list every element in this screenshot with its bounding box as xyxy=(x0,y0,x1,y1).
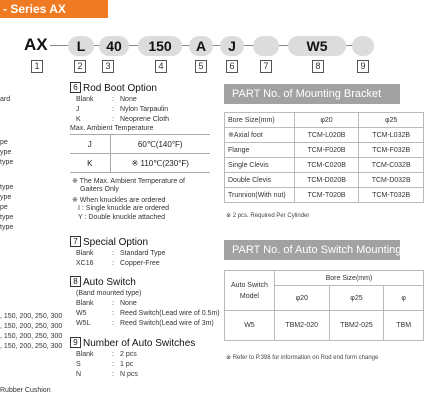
special-option-title: Special Option xyxy=(83,237,149,248)
bore-size-cell: φ xyxy=(384,286,424,311)
left-column-text: pe xyxy=(0,139,8,146)
position-number: 2 xyxy=(74,60,86,73)
code-position-numbers xyxy=(0,60,400,74)
option-desc: Copper-Free xyxy=(120,260,160,267)
code-part-special xyxy=(253,36,279,56)
code-dash xyxy=(50,45,70,46)
table-cell: TCM-C032B xyxy=(359,158,424,173)
part-cell: TBM2-020 xyxy=(274,311,329,341)
option-desc: Reed Switch(Lead wire of 0.5m) xyxy=(120,310,220,317)
rod-boot-note: I : Single knuckle are ordered xyxy=(78,205,170,212)
rod-boot-note: Y : Double knuckle attached xyxy=(78,214,166,221)
section-number-badge: 8 xyxy=(70,276,81,287)
table-row xyxy=(225,143,424,158)
table-cell: Flange xyxy=(225,143,295,158)
model-header-line: Auto Switch xyxy=(230,281,268,289)
code-part-rod-boot: J xyxy=(220,36,244,56)
left-column-text: , 150, 200, 250, 300 xyxy=(0,333,63,340)
option-code: Blank xyxy=(76,96,94,103)
special-option: XC16 : Copper-Free xyxy=(76,260,160,267)
temp-value: 60℃(140°F) xyxy=(110,135,210,154)
position-number: 9 xyxy=(357,60,369,73)
auto-switch-title: Auto Switch xyxy=(83,277,136,288)
max-temp-label: Max. Ambient Temperature xyxy=(70,125,154,132)
special-option-heading xyxy=(70,236,148,248)
table-cell: ※Axial foot xyxy=(225,128,295,143)
model-header-cell xyxy=(225,271,275,311)
switch-count-option: Blank : 2 pcs xyxy=(76,351,137,358)
model-cell: W5 xyxy=(225,311,275,341)
table-header-cell: φ25 xyxy=(359,113,424,128)
left-column-text: ype xyxy=(0,149,12,156)
left-column-text: type xyxy=(0,214,14,221)
switch-count-option: N : N pcs xyxy=(76,371,138,378)
table-cell: TCM-L020B xyxy=(294,128,359,143)
position-number: 1 xyxy=(31,60,43,73)
temperature-table xyxy=(70,134,210,173)
option-desc: 1 pc xyxy=(120,361,134,368)
bore-size-cell: φ20 xyxy=(274,286,329,311)
option-desc: N pcs xyxy=(120,371,138,378)
table-cell: TCM-F020B xyxy=(294,143,359,158)
table-cell: TCM-F032B xyxy=(359,143,424,158)
table-header-row xyxy=(225,271,424,286)
table-cell: TCM-T020B xyxy=(294,188,359,203)
rod-boot-option: J : Nylon Tarpaulin xyxy=(76,106,169,113)
table-row xyxy=(70,154,210,173)
table-row xyxy=(225,173,424,188)
code-part-switch-count xyxy=(352,36,374,56)
table-cell: TCM-D020B xyxy=(294,173,359,188)
option-code: W5 xyxy=(76,310,87,317)
table-row xyxy=(225,128,424,143)
option-code: S xyxy=(76,361,81,368)
model-code-row xyxy=(0,34,400,58)
table-header-row xyxy=(225,113,424,128)
code-part-bore: 40 xyxy=(99,36,129,56)
rod-boot-heading xyxy=(70,82,157,94)
position-number: 5 xyxy=(195,60,207,73)
option-code: K xyxy=(76,116,81,123)
table-header-cell: φ20 xyxy=(294,113,359,128)
position-number: 3 xyxy=(102,60,114,73)
switch-band-table xyxy=(224,270,424,341)
left-column-text: type xyxy=(0,159,14,166)
code-part-rod-end: A xyxy=(189,36,213,56)
switch-band-heading xyxy=(224,240,430,260)
rod-boot-option: Blank : None xyxy=(76,96,137,103)
table-cell: TCM-C020B xyxy=(294,158,359,173)
option-desc: 2 pcs xyxy=(120,351,137,358)
special-option: Blank : Standard Type xyxy=(76,250,166,257)
model-prefix: AX xyxy=(24,35,48,54)
auto-switch-option: W5L : Reed Switch(Lead wire of 3m) xyxy=(76,320,214,327)
position-number: 8 xyxy=(312,60,324,73)
rod-boot-note: Gaiters Only xyxy=(80,186,119,193)
bore-size-cell: φ25 xyxy=(329,286,384,311)
option-desc: None xyxy=(120,96,137,103)
left-column-text: ard xyxy=(0,96,11,103)
option-code: N xyxy=(76,371,82,378)
table-cell: TCM-D032B xyxy=(359,173,424,188)
section-number-badge: 6 xyxy=(70,82,81,93)
option-code: XC16 xyxy=(76,260,94,267)
auto-switch-heading xyxy=(70,276,136,288)
switch-count-option: S : 1 pc xyxy=(76,361,134,368)
bracket-note: ※ 2 pcs. Required Per Cylinder xyxy=(226,213,310,219)
rod-boot-option: K : Neoprene Cloth xyxy=(76,116,170,123)
code-part-rod-form: L xyxy=(68,36,94,56)
option-code: J xyxy=(76,106,80,113)
rod-boot-note: ※ When knuckles are ordered xyxy=(72,197,166,204)
temp-key: J xyxy=(70,135,110,154)
left-column-text: type xyxy=(0,184,14,191)
series-header xyxy=(0,0,108,18)
table-cell: Trunnion(With nut) xyxy=(225,188,295,203)
left-column-text: , 150, 200, 250, 300 xyxy=(0,323,63,330)
table-cell: Double Clevis xyxy=(225,173,295,188)
mounting-bracket-table xyxy=(224,112,424,203)
option-code: Blank xyxy=(76,250,94,257)
position-number: 4 xyxy=(155,60,167,73)
left-column-text: , 150, 200, 250, 300 xyxy=(0,343,63,350)
option-desc: Nylon Tarpaulin xyxy=(120,106,169,113)
code-part-stroke: 150 xyxy=(138,36,182,56)
switch-band-title: PART No. of Auto Switch Mounting Band xyxy=(232,244,430,256)
mounting-bracket-title: PART No. of Mounting Bracket xyxy=(232,88,382,100)
section-number-badge: 7 xyxy=(70,236,81,247)
auto-switch-subtitle: (Band mounted type) xyxy=(76,290,142,297)
table-cell: Single Clevis xyxy=(225,158,295,173)
model-header-line: Model xyxy=(239,292,259,300)
part-cell: TBM xyxy=(384,311,424,341)
left-column-text: ype xyxy=(0,194,12,201)
position-number: 6 xyxy=(226,60,238,73)
left-column-text: , 150, 200, 250, 300 xyxy=(0,313,63,320)
part-cell: TBM2-025 xyxy=(329,311,384,341)
auto-switch-option: Blank : None xyxy=(76,300,137,307)
option-desc: Reed Switch(Lead wire of 3m) xyxy=(120,320,214,327)
option-code: Blank xyxy=(76,300,94,307)
option-desc: None xyxy=(120,300,137,307)
section-number-badge: 9 xyxy=(70,337,81,348)
table-row xyxy=(225,188,424,203)
table-cell: TCM-T032B xyxy=(359,188,424,203)
option-code: W5L xyxy=(76,320,91,327)
rod-boot-note: ※ The Max. Ambient Temperature of xyxy=(72,178,185,185)
option-desc: Neoprene Cloth xyxy=(120,116,170,123)
left-column-text: Rubber Cushion xyxy=(0,387,51,394)
switch-count-title: Number of Auto Switches xyxy=(83,338,196,349)
table-row xyxy=(225,158,424,173)
auto-switch-option: W5 : Reed Switch(Lead wire of 0.5m) xyxy=(76,310,220,317)
mounting-bracket-heading xyxy=(224,84,400,104)
switch-band-note: ※ Refer to P.398 for information on Rod end form change xyxy=(226,355,379,361)
temp-value: ※ 110℃(230°F) xyxy=(110,154,210,173)
left-column-text: type xyxy=(0,224,14,231)
temp-key: K xyxy=(70,154,110,173)
bore-header-cell: Bore Size(mm) xyxy=(274,271,423,286)
table-row xyxy=(225,311,424,341)
switch-count-heading xyxy=(70,337,195,349)
rod-boot-title: Rod Boot Option xyxy=(83,83,157,94)
table-row xyxy=(70,135,210,154)
code-part-auto-switch: W5 xyxy=(288,36,346,56)
left-column-text: pe xyxy=(0,204,8,211)
option-desc: Standard Type xyxy=(120,250,166,257)
position-number: 7 xyxy=(260,60,272,73)
table-header-cell: Bore Size(mm) xyxy=(225,113,295,128)
table-cell: TCM-L032B xyxy=(359,128,424,143)
option-code: Blank xyxy=(76,351,94,358)
series-title: - Series AX xyxy=(3,2,66,16)
